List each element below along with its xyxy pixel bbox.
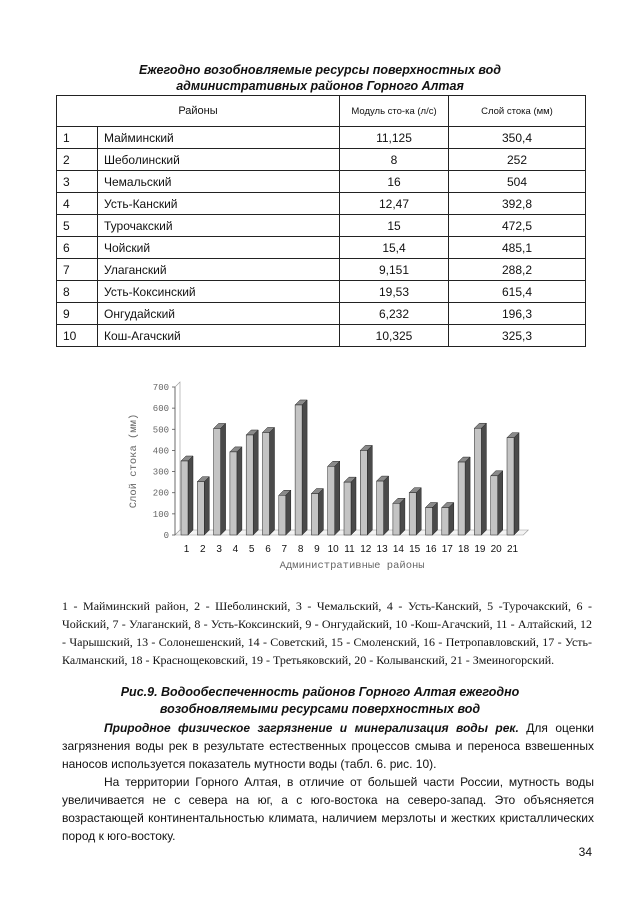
table-row — [57, 303, 586, 325]
table-row — [57, 237, 586, 259]
row-number: 5 — [57, 215, 98, 237]
x-tick-label: 8 — [297, 544, 304, 555]
row-number: 6 — [57, 237, 98, 259]
y-tick-label: 200 — [152, 488, 169, 499]
module-value: 16 — [340, 171, 449, 193]
runoff-value: 350,4 — [449, 127, 586, 149]
district-name: Шеболинский — [98, 149, 340, 171]
bar — [197, 477, 209, 535]
bar — [263, 427, 275, 535]
figure-caption-line-2: возобновляемыми ресурсами поверхностных вод — [159, 702, 481, 716]
table-header-row — [57, 96, 586, 127]
x-tick-label: 16 — [425, 544, 437, 555]
module-value: 9,151 — [340, 259, 449, 281]
row-number: 8 — [57, 281, 98, 303]
x-tick-label: 17 — [441, 544, 453, 555]
bar — [360, 445, 372, 535]
district-name: Турочакский — [98, 215, 340, 237]
bar-front — [181, 461, 188, 535]
district-name: Чойский — [98, 237, 340, 259]
module-value: 10,325 — [340, 325, 449, 347]
bar — [311, 489, 323, 535]
bar-side — [498, 471, 503, 535]
district-name: Кош-Агачский — [98, 325, 340, 347]
row-number: 1 — [57, 127, 98, 149]
x-tick-label: 11 — [344, 544, 355, 555]
header-districts: Районы — [57, 96, 340, 127]
y-tick-label: 300 — [152, 467, 169, 478]
x-tick-label: 10 — [327, 544, 339, 555]
runoff-bar-chart — [120, 375, 540, 575]
bar-front — [360, 450, 367, 535]
module-value: 15,4 — [340, 237, 449, 259]
bar-side — [237, 447, 242, 535]
y-axis-title: Слой стока (мм) — [128, 413, 140, 509]
bar-front — [442, 508, 449, 535]
bar — [328, 461, 340, 535]
bar-front — [295, 405, 302, 535]
x-tick-label: 6 — [265, 544, 271, 555]
bar — [491, 471, 503, 535]
bar-side — [367, 445, 372, 535]
district-name: Усть-Канский — [98, 193, 340, 215]
bar-side — [253, 430, 258, 535]
y-tick-label: 700 — [152, 383, 169, 393]
table-row — [57, 281, 586, 303]
bar — [377, 476, 389, 535]
bar-side — [270, 427, 275, 535]
runoff-value: 325,3 — [449, 325, 586, 347]
bar — [409, 488, 421, 535]
bar-side — [221, 423, 226, 535]
bar-front — [311, 494, 318, 535]
x-tick-label: 12 — [360, 544, 372, 555]
bar-front — [214, 428, 221, 535]
bar — [507, 433, 519, 535]
bar — [442, 503, 454, 535]
bar-front — [344, 482, 351, 535]
row-number: 7 — [57, 259, 98, 281]
module-value: 6,232 — [340, 303, 449, 325]
bar-front — [197, 482, 204, 535]
bar-front — [393, 503, 400, 535]
district-name: Улаганский — [98, 259, 340, 281]
module-value: 12,47 — [340, 193, 449, 215]
x-tick-label: 7 — [281, 544, 288, 555]
x-tick-label: 14 — [392, 544, 404, 555]
bar — [458, 457, 470, 535]
bar-side — [400, 498, 405, 535]
runoff-table — [56, 95, 586, 347]
row-number: 9 — [57, 303, 98, 325]
bar — [246, 430, 258, 535]
x-axis-title: Административные районы — [279, 560, 425, 572]
runoff-value: 392,8 — [449, 193, 586, 215]
runoff-value: 252 — [449, 149, 586, 171]
x-tick-label: 13 — [376, 544, 388, 555]
chart-legend: 1 - Майминский район, 2 - Шеболинский, 3 - Чемальский, 4 - Усть-Канский, 5 -Турочакский, 6 - Чойский, 7 - Улаганский, 8 - Усть-Коксинский, 9 - Онгудайский, 10 -Кош-Агачский, 11 - Алтайский, 12 - Чарышский, 13 - Солонешенский, 14 - Советский, 15 - Смоленский, 16 - Петропавловский, 17 - Усть-Калманский, 18 - Краснощековский, 19 - Третьяковский, 20 - Колыванский, 21 - Змеиногорский. — [62, 599, 592, 667]
bar — [344, 477, 356, 535]
x-tick-label: 18 — [458, 544, 470, 555]
x-tick-label: 5 — [248, 544, 255, 555]
bar-side — [302, 400, 307, 535]
table-body — [57, 127, 586, 347]
module-value: 19,53 — [340, 281, 449, 303]
bar-side — [188, 456, 193, 535]
paragraph-1-lead: Природное физическое загрязнение и минерализация воды рек. — [104, 721, 519, 735]
row-number: 2 — [57, 149, 98, 171]
bar-front — [328, 466, 335, 535]
bar-side — [335, 461, 340, 535]
header-module: Модуль сто-ка (л/с) — [340, 96, 449, 127]
row-number: 10 — [57, 325, 98, 347]
bar-front — [263, 432, 270, 535]
bar-side — [433, 503, 438, 535]
table-row — [57, 215, 586, 237]
x-tick-label: 9 — [314, 544, 320, 555]
figure-caption — [0, 684, 640, 718]
bar-front — [426, 508, 433, 535]
bar-front — [246, 435, 253, 535]
bar-front — [409, 493, 416, 535]
runoff-value: 288,2 — [449, 259, 586, 281]
table-row — [57, 127, 586, 149]
table-row — [57, 193, 586, 215]
page-number: 34 — [578, 845, 592, 859]
bar-side — [481, 423, 486, 535]
y-tick-label: 0 — [163, 531, 169, 541]
bar-side — [449, 503, 454, 535]
y-tick-label: 100 — [152, 509, 169, 520]
bar — [393, 498, 405, 535]
district-name: Чемальский — [98, 171, 340, 193]
x-tick-label: 21 — [506, 544, 519, 555]
header-runoff: Слой стока (мм) — [449, 96, 586, 127]
runoff-value: 485,1 — [449, 237, 586, 259]
y-tick-label: 600 — [152, 404, 169, 415]
bar — [230, 447, 242, 535]
district-name: Усть-Коксинский — [98, 281, 340, 303]
runoff-value: 615,4 — [449, 281, 586, 303]
bar — [279, 490, 291, 535]
bar — [426, 503, 438, 535]
x-tick-label: 19 — [474, 544, 486, 555]
table-title-line-2: административных районов Горного Алтая — [176, 79, 464, 93]
bar-side — [465, 457, 470, 535]
bar-side — [286, 490, 291, 535]
bar-side — [351, 477, 356, 535]
district-name: Майминский — [98, 127, 340, 149]
x-tick-label: 2 — [200, 544, 206, 555]
x-tick-label: 1 — [183, 544, 190, 555]
table-row — [57, 325, 586, 347]
paragraph-1 — [62, 719, 594, 773]
bar-side — [204, 477, 209, 535]
bar-front — [279, 495, 286, 535]
module-value: 15 — [340, 215, 449, 237]
table-row — [57, 171, 586, 193]
paragraph-2: На территории Горного Алтая, в отличие от большей части России, мутность воды увеличивается не с севера на юг, а с юго-востока на северо-запад. Это объясняется возрастающей континентальностью климата, наличием мерзлоты и жестких кристаллических пород к юго-востоку. — [62, 775, 594, 843]
bar-side — [514, 433, 519, 535]
x-tick-label: 3 — [216, 544, 222, 555]
bar-front — [507, 438, 514, 535]
runoff-value: 504 — [449, 171, 586, 193]
x-tick-label: 20 — [490, 544, 502, 555]
bar — [181, 456, 193, 535]
y-tick-label: 500 — [152, 425, 169, 436]
bar — [474, 423, 486, 535]
table-title-line-1: Ежегодно возобновляемые ресурсы поверхностных вод — [139, 63, 501, 77]
bar-front — [491, 476, 498, 535]
district-name: Онгудайский — [98, 303, 340, 325]
bar — [214, 423, 226, 535]
paragraph-1-body: Для оценки загрязнения воды рек в результате естественных процессов смыва и переноса взвешенных наносов используется показатель мутности воды (табл. 6. рис. 10). — [62, 721, 594, 771]
bar-side — [384, 476, 389, 535]
bar-front — [377, 481, 384, 535]
runoff-value: 472,5 — [449, 215, 586, 237]
runoff-value: 196,3 — [449, 303, 586, 325]
x-tick-label: 4 — [232, 544, 239, 555]
bar-front — [230, 452, 237, 535]
table-row — [57, 259, 586, 281]
bar-front — [458, 462, 465, 535]
module-value: 8 — [340, 149, 449, 171]
table-row — [57, 149, 586, 171]
row-number: 3 — [57, 171, 98, 193]
bar-side — [416, 488, 421, 535]
module-value: 11,125 — [340, 127, 449, 149]
bar — [295, 400, 307, 535]
chart-side-wall — [175, 382, 180, 535]
y-tick-label: 400 — [152, 446, 169, 457]
x-tick-label: 15 — [409, 544, 421, 555]
bar-front — [474, 428, 481, 535]
row-number: 4 — [57, 193, 98, 215]
figure-caption-line-1: Рис.9. Водообеспеченность районов Горного Алтая ежегодно — [120, 685, 520, 699]
bar-side — [318, 489, 323, 535]
